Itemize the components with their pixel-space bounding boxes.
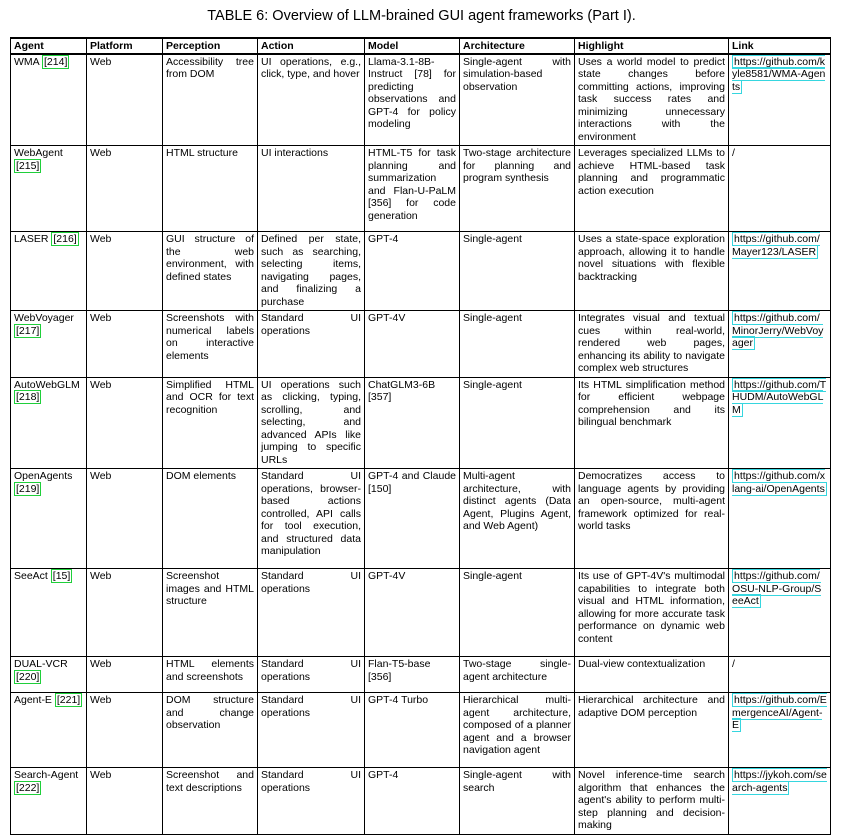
- cell-link: [729, 54, 831, 146]
- cell-action: Standard UI operations: [258, 311, 365, 378]
- cell-architecture: Single-agent: [460, 569, 575, 657]
- cell-platform: Web: [87, 569, 163, 657]
- cell-agent: [11, 146, 87, 232]
- citation-link[interactable]: [15]: [52, 570, 71, 582]
- cell-architecture: Single-agent with search: [460, 768, 575, 835]
- table-row: [11, 768, 831, 835]
- cell-model: GPT-4V: [365, 311, 460, 378]
- repo-link[interactable]: https://github.com/xlang-ai/OpenAgents: [732, 470, 826, 495]
- header-agent: Agent: [11, 38, 87, 54]
- citation-link[interactable]: [217]: [16, 324, 40, 337]
- citation-link[interactable]: [216]: [53, 233, 77, 245]
- agent-name: AutoWebGLM: [14, 378, 80, 391]
- citation-link[interactable]: [220]: [16, 670, 40, 683]
- cell-architecture: Single-agent: [460, 311, 575, 378]
- cell-agent: [11, 768, 87, 835]
- cell-link: [729, 232, 831, 311]
- agent-name: LASER: [14, 233, 49, 245]
- cell-link: [729, 693, 831, 768]
- cell-architecture: Multi-agent architecture, with distinct agents (Data Agent, Plugins Agent, and Web Agent): [460, 469, 575, 569]
- cell-action: UI interactions: [258, 146, 365, 232]
- table-row: [11, 146, 831, 232]
- cell-architecture: Single-agent: [460, 232, 575, 311]
- repo-link[interactable]: https://github.com/THUDM/AutoWebGLM: [732, 378, 827, 416]
- citation-link[interactable]: [218]: [16, 391, 40, 403]
- cell-agent: [11, 54, 87, 146]
- repo-link[interactable]: https://jykoh.com/search-agents: [732, 769, 827, 794]
- cell-perception: Screenshot and text descriptions: [163, 768, 258, 835]
- cell-model: GPT-4: [365, 768, 460, 835]
- cell-perception: HTML structure: [163, 146, 258, 232]
- citation-link[interactable]: [215]: [16, 159, 40, 172]
- cell-perception: DOM structure and change observation: [163, 693, 258, 768]
- cell-model: GPT-4: [365, 232, 460, 311]
- header-action: Action: [258, 38, 365, 54]
- cell-link: [729, 146, 831, 232]
- no-link: /: [732, 658, 735, 670]
- cell-platform: Web: [87, 146, 163, 232]
- table-row: [11, 377, 831, 469]
- cell-highlight: Novel inference-time search algorithm that enhances the agent's ability to perform multi-step planning and decision-making: [575, 768, 729, 835]
- cell-agent: [11, 232, 87, 311]
- cell-platform: Web: [87, 311, 163, 378]
- cell-perception: DOM elements: [163, 469, 258, 569]
- cell-highlight: Dual-view contextualization: [575, 657, 729, 693]
- cell-action: Standard UI operations: [258, 569, 365, 657]
- cell-architecture: Two-stage single-agent architecture: [460, 657, 575, 693]
- cell-architecture: Single-agent with simulation-based observation: [460, 54, 575, 146]
- table-row: [11, 657, 831, 693]
- no-link: /: [732, 147, 735, 159]
- cell-agent: [11, 693, 87, 768]
- cell-model: Llama-3.1-8B-Instruct [78] for predicting observations and GPT-4 for policy modeling: [365, 54, 460, 146]
- cell-perception: Screenshot images and HTML structure: [163, 569, 258, 657]
- repo-link[interactable]: https://github.com/EmergenceAI/Agent-E: [732, 694, 827, 731]
- table-row: [11, 232, 831, 311]
- header-link: Link: [729, 38, 831, 54]
- repo-link[interactable]: https://github.com/kyle8581/WMA-Agents: [732, 55, 826, 93]
- cell-model: GPT-4 Turbo: [365, 693, 460, 768]
- cell-platform: Web: [87, 768, 163, 835]
- repo-link[interactable]: https://github.com/OSU-NLP-Group/SeeAct: [732, 570, 822, 607]
- agent-name: OpenAgents: [14, 470, 73, 482]
- cell-platform: Web: [87, 657, 163, 693]
- cell-architecture: Hierarchical multi-agent architecture, composed of a planner agent and a browser navigation agent: [460, 693, 575, 768]
- cell-link: [729, 311, 831, 378]
- header-platform: Platform: [87, 38, 163, 54]
- cell-architecture: Single-agent: [460, 377, 575, 469]
- citation-link[interactable]: [219]: [16, 482, 40, 495]
- cell-highlight: Its HTML simplification method for efficient webpage comprehension and its bilingual benchmark: [575, 377, 729, 469]
- cell-action: UI operations such as clicking, typing, scrolling, and selecting, and advanced APIs like jumping to specific URLs: [258, 377, 365, 469]
- repo-link[interactable]: https://github.com/MinorJerry/WebVoyager: [732, 312, 824, 349]
- cell-perception: Accessibility tree from DOM: [163, 54, 258, 146]
- cell-highlight: Uses a state-space exploration approach, allowing it to handle novel situations with flexible backtracking: [575, 232, 729, 311]
- agent-name: WMA: [14, 55, 40, 68]
- cell-highlight: Democratizes access to language agents by providing an open-source, multi-agent framework optimized for real-world tasks: [575, 469, 729, 569]
- cell-model: Flan-T5-base [356]: [365, 657, 460, 693]
- cell-action: Standard UI operations: [258, 693, 365, 768]
- table-row: [11, 569, 831, 657]
- agent-name: WebAgent: [14, 147, 63, 159]
- table-row: [11, 54, 831, 146]
- cell-model: GPT-4V: [365, 569, 460, 657]
- cell-agent: [11, 311, 87, 378]
- cell-action: Standard UI operations: [258, 657, 365, 693]
- citation-link[interactable]: [214]: [44, 55, 68, 68]
- header-highlight: Highlight: [575, 38, 729, 54]
- cell-agent: [11, 657, 87, 693]
- cell-platform: Web: [87, 377, 163, 469]
- cell-agent: [11, 377, 87, 469]
- cell-action: Standard UI operations, browser-based actions controlled, API calls for tool execution, and structured data manipulation: [258, 469, 365, 569]
- agent-name: DUAL-VCR: [14, 658, 68, 670]
- cell-action: Defined per state, such as searching, selecting items, navigating pages, and finalizing a purchase: [258, 232, 365, 311]
- cell-platform: Web: [87, 469, 163, 569]
- cell-platform: Web: [87, 232, 163, 311]
- cell-architecture: Two-stage architecture for planning and program synthesis: [460, 146, 575, 232]
- cell-link: [729, 377, 831, 469]
- cell-action: UI operations, e.g., click, type, and hover: [258, 54, 365, 146]
- cell-highlight: Uses a world model to predict state changes before committing actions, improving task success rates and minimizing unnecessary interactions with the environment: [575, 54, 729, 146]
- repo-link[interactable]: https://github.com/Mayer123/LASER: [732, 233, 820, 258]
- agent-name: Agent-E: [14, 694, 52, 706]
- cell-model: HTML-T5 for task planning and summarization and Flan-U-PaLM [356] for code generation: [365, 146, 460, 232]
- table-row: [11, 693, 831, 768]
- frameworks-table: [10, 37, 831, 835]
- cell-highlight: Its use of GPT-4V's multimodal capabilities to integrate both visual and HTML information, allowing for more accurate task performance on dynamic web content: [575, 569, 729, 657]
- cell-platform: Web: [87, 693, 163, 768]
- cell-perception: HTML elements and screenshots: [163, 657, 258, 693]
- table-caption: TABLE 6: Overview of LLM-brained GUI agent frameworks (Part I).: [207, 8, 636, 24]
- cell-perception: GUI structure of the web environment, with defined states: [163, 232, 258, 311]
- cell-highlight: Integrates visual and textual cues within real-world, rendered web pages, enhancing its ability to navigate complex web structures: [575, 311, 729, 378]
- cell-model: ChatGLM3-6B [357]: [365, 377, 460, 469]
- cell-highlight: Leverages specialized LLMs to achieve HTML-based task planning and programmatic action execution: [575, 146, 729, 232]
- cell-link: [729, 657, 831, 693]
- cell-action: Standard UI operations: [258, 768, 365, 835]
- cell-agent: [11, 569, 87, 657]
- cell-link: [729, 569, 831, 657]
- cell-perception: Screenshots with numerical labels on interactive elements: [163, 311, 258, 378]
- agent-name: SeeAct: [14, 570, 48, 582]
- cell-perception: Simplified HTML and OCR for text recognition: [163, 377, 258, 469]
- agent-name: WebVoyager: [14, 312, 74, 324]
- citation-link[interactable]: [221]: [56, 694, 81, 706]
- header-perception: Perception: [163, 38, 258, 54]
- cell-agent: [11, 469, 87, 569]
- citation-link[interactable]: [222]: [16, 781, 40, 794]
- header-architecture: Architecture: [460, 38, 575, 54]
- table-row: [11, 469, 831, 569]
- cell-link: [729, 469, 831, 569]
- cell-highlight: Hierarchical architecture and adaptive DOM perception: [575, 693, 729, 768]
- table-row: [11, 311, 831, 378]
- cell-platform: Web: [87, 54, 163, 146]
- cell-link: [729, 768, 831, 835]
- cell-model: GPT-4 and Claude [150]: [365, 469, 460, 569]
- header-model: Model: [365, 38, 460, 54]
- header-row: [11, 38, 831, 54]
- agent-name: Search-Agent: [14, 769, 79, 781]
